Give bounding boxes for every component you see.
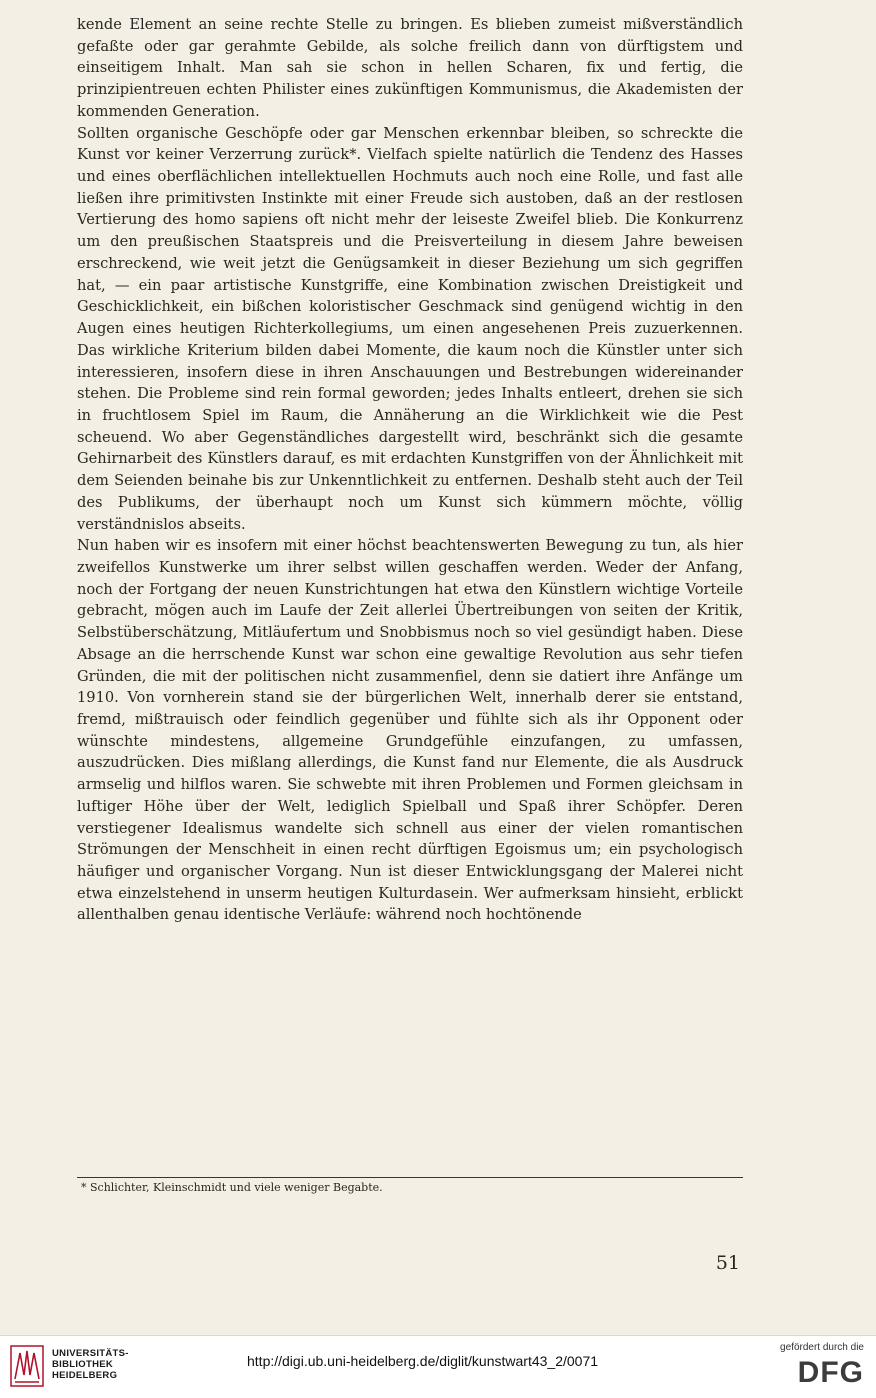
permalink[interactable]: http://digi.ub.uni-heidelberg.de/diglit/kunstwart43_2/0071 [247, 1353, 599, 1369]
footnote: * Schlichter, Kleinschmidt und viele weniger Begabte. [81, 1181, 383, 1194]
funder-label: gefördert durch die [780, 1342, 864, 1353]
university-seal-icon [10, 1345, 44, 1387]
library-name-line-1: UNIVERSITÄTS- [52, 1348, 129, 1359]
body-text [77, 14, 743, 926]
paragraph-2: Sollten organische Geschöpfe oder gar Menschen erkennbar bleiben, so schreckte die Kunst vor keiner Verzerrung zurück*. Vielfach spielte natürlich die Tendenz des Hasses und eines oberflächlichen intellektuellen Hochmuts auch noch eine Rolle, und fast alle ließen ihre primitivsten Instinkte mit einer Freude sich austoben, daß an der restlosen Vertierung des homo sapiens oft nicht mehr der leiseste Zweifel blieb. Die Konkurrenz um den preußischen Staatspreis und die Preisverteilung in diesem Jahre beweisen erschreckend, wie weit jetzt die Genügsamkeit in dieser Beziehung um sich gegriffen hat, — ein paar artistische Kunstgriffe, eine Kombination zwischen Dreistigkeit und Geschicklichkeit, ein bißchen koloristischer Geschmack sind genügend wichtig in den Augen eines heutigen Richterkollegiums, um einen angesehenen Preis zuzuerkennen. Das wirkliche Kriterium bilden dabei Momente, die kaum noch die Künstler unter sich interessieren, insofern diese in ihren Anschauungen und Bestrebungen widereinander stehen. Die Probleme sind rein formal geworden; jedes Inhalts entleert, drehen sie sich in fruchtlosem Spiel im Raum, die Annäherung an die Wirklichkeit wie die Pest scheuend. Wo aber Gegenständliches dargestellt wird, beschränkt sich die gesamte Gehirnarbeit des Künstlers darauf, es mit erdachten Kunstgriffen von der Ähnlichkeit mit dem Seienden beinahe bis zur Unkenntlichkeit zu entfernen. Deshalb steht auch der Teil des Publikums, der überhaupt noch um Kunst sich kümmern möchte, völlig verständnislos abseits. [77, 124, 743, 533]
paragraph-3: Nun haben wir es insofern mit einer höchst beachtenswerten Bewegung zu tun, als hier zweifellos Kunstwerke um ihrer selbst willen geschaffen werden. Weder der Anfang, noch der Fortgang der neuen Kunstrichtungen hat etwa den Künstlern wichtige Vorteile gebracht, mögen auch im Laufe der Zeit allerlei Übertreibungen von seiten der Kritik, Selbstüberschätzung, Mitläufertum und Snobbismus noch so viel gesündigt haben. Diese Absage an die herrschende Kunst war schon eine gewaltige Revolution aus sehr tiefen Gründen, die mit der politischen nicht zusammenfiel, denn sie datiert ihre Anfänge um 1910. Von vornherein stand sie der bürgerlichen Welt, innerhalb derer sie entstand, fremd, mißtrauisch oder feindlich gegenüber und fühlte sich als ihr Opponent oder wünschte mindestens, allgemeine Grundgefühle einzufangen, zu umfassen, auszudrücken. Dies mißlang allerdings, die Kunst fand nur Elemente, die als Ausdruck armselig und hilflos waren. Sie schwebte mit ihren Problemen und Formen gleichsam in luftiger Höhe über der Welt, lediglich Spielball und Spaß ihrer Schöpfer. Deren verstiegener Idealismus wandelte sich schnell aus einer der vielen romantischen Strömungen der Menschheit in einen recht dürftigen Egoismus um; ein psychologisch häufiger und organischer Vorgang. Nun ist dieser Entwicklungsgang der Malerei nicht etwa einzelstehend in unserm heutigen Kulturdasein. Wer aufmerksam hinsieht, erblickt allenthalben genau identische Verläufe: während noch hochtönende [77, 537, 743, 924]
paragraph-1: kende Element an seine rechte Stelle zu bringen. Es blieben zumeist mißverständlich gefaßte oder gar gerahmte Gebilde, als solche freilich dann von dürftigstem und einseitigem Inhalt. Man sah sie schon in hellen Scharen, fix und fertig, die prinzipientreuen echten Philister eines zukünftigen Kommunismus, die Akademisten der kommenden Generation. [77, 16, 743, 120]
page-number: 51 [715, 1252, 740, 1274]
viewer-footer [0, 1335, 876, 1398]
library-name-line-3: HEIDELBERG [52, 1370, 118, 1381]
dfg-logo: DFG [797, 1356, 864, 1389]
library-name [52, 1348, 129, 1381]
footnote-divider [77, 1177, 743, 1178]
library-name-line-2: BIBLIOTHEK [52, 1359, 114, 1370]
